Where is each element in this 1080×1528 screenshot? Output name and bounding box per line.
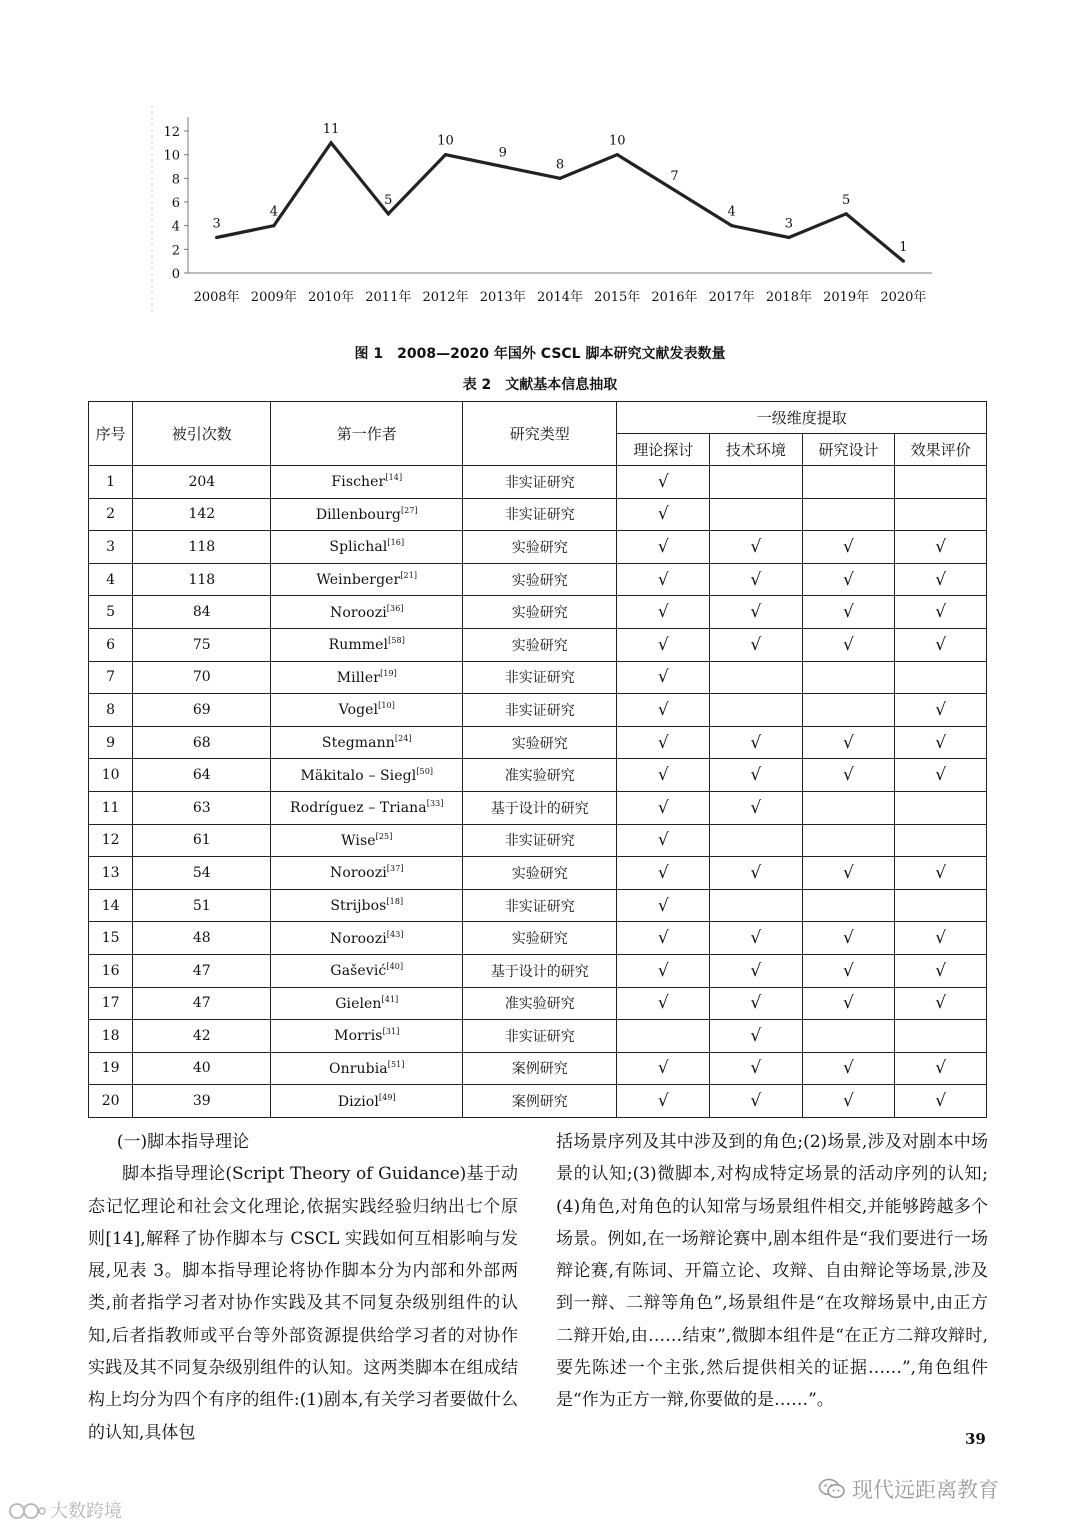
table-row <box>89 922 987 955</box>
cell-index: 14 <box>89 889 133 922</box>
check-mark-cell: √ <box>802 987 895 1020</box>
data-point <box>329 141 332 144</box>
cell-index: 8 <box>89 694 133 727</box>
check-mark-cell: √ <box>802 857 895 890</box>
reference-number: [41] <box>381 994 399 1004</box>
cell-first-author <box>271 791 463 824</box>
cell-first-author <box>271 531 463 564</box>
reference-number: [49] <box>378 1092 396 1102</box>
cell-citations: 142 <box>133 498 271 531</box>
cell-citations: 204 <box>133 466 271 499</box>
check-mark-cell <box>895 889 987 922</box>
check-mark-cell <box>895 661 987 694</box>
cell-research-type: 准实验研究 <box>463 759 617 792</box>
cell-index: 13 <box>89 857 133 890</box>
reference-number: [27] <box>400 505 418 515</box>
reference-number: [40] <box>386 962 404 972</box>
check-mark-cell <box>802 889 895 922</box>
author-name: Weinberger <box>316 572 401 589</box>
table-row <box>89 661 987 694</box>
y-tick-label: 4 <box>171 219 180 235</box>
cell-citations: 64 <box>133 759 271 792</box>
check-mark-cell <box>895 498 987 531</box>
x-tick-label: 2015年 <box>594 290 641 305</box>
table-row <box>89 596 987 629</box>
check-mark-cell: √ <box>895 531 987 564</box>
cell-index: 18 <box>89 1020 133 1053</box>
table-row <box>89 1085 987 1118</box>
check-mark-cell <box>710 824 803 857</box>
cell-research-type: 非实证研究 <box>463 498 617 531</box>
check-mark-cell: √ <box>617 661 710 694</box>
cell-first-author <box>271 954 463 987</box>
data-point <box>673 189 676 192</box>
cell-index: 15 <box>89 922 133 955</box>
section-heading: (一)脚本指导理论 <box>116 1132 250 1152</box>
data-point <box>730 224 733 227</box>
check-mark-cell: √ <box>710 791 803 824</box>
check-mark-cell: √ <box>710 1052 803 1085</box>
author-name: Noroozi <box>329 930 387 947</box>
header-citations: 被引次数 <box>133 402 271 466</box>
left-text-column <box>88 1126 518 1449</box>
reference-number: [51] <box>387 1059 405 1069</box>
author-name: Dillenbourg <box>315 506 401 523</box>
table-row <box>89 726 987 759</box>
data-point <box>215 236 218 239</box>
cell-first-author <box>271 1020 463 1053</box>
cell-citations: 47 <box>133 987 271 1020</box>
cell-research-type: 实验研究 <box>463 922 617 955</box>
check-mark-cell: √ <box>617 1085 710 1118</box>
header-research-type: 研究类型 <box>463 402 617 466</box>
x-tick-label: 2018年 <box>765 290 812 305</box>
cell-index: 10 <box>89 759 133 792</box>
table-row <box>89 1052 987 1085</box>
x-tick-label: 2013年 <box>479 290 526 305</box>
check-mark-cell <box>802 498 895 531</box>
table-row <box>89 824 987 857</box>
reference-number: [10] <box>378 701 395 711</box>
reference-number: [31] <box>382 1027 400 1037</box>
cell-index: 17 <box>89 987 133 1020</box>
table-row <box>89 857 987 890</box>
chart-svg <box>140 95 940 320</box>
cell-citations: 61 <box>133 824 271 857</box>
data-label: 4 <box>269 204 278 220</box>
header-dim-tech: 技术环境 <box>710 434 803 466</box>
cell-research-type: 准实验研究 <box>463 987 617 1020</box>
data-label: 4 <box>727 204 736 220</box>
cell-first-author <box>271 498 463 531</box>
right-text-column <box>556 1126 988 1417</box>
check-mark-cell <box>802 824 895 857</box>
check-mark-cell: √ <box>710 596 803 629</box>
cell-first-author <box>271 466 463 499</box>
cell-research-type: 实验研究 <box>463 726 617 759</box>
reference-number: [19] <box>380 668 397 678</box>
check-mark-cell <box>617 1020 710 1053</box>
cell-first-author <box>271 726 463 759</box>
header-first-author: 第一作者 <box>271 402 463 466</box>
cell-index: 7 <box>89 661 133 694</box>
check-mark-cell: √ <box>617 954 710 987</box>
wechat-watermark <box>818 1474 999 1504</box>
table-row <box>89 466 987 499</box>
check-mark-cell: √ <box>710 857 803 890</box>
cell-research-type: 非实证研究 <box>463 1020 617 1053</box>
cell-citations: 75 <box>133 628 271 661</box>
reference-number: [43] <box>386 929 404 939</box>
brand-logo-icon <box>8 1502 50 1520</box>
check-mark-cell <box>802 661 895 694</box>
data-label: 1 <box>899 240 908 256</box>
literature-info-table <box>88 401 987 1118</box>
data-label: 3 <box>212 216 221 232</box>
cell-index: 9 <box>89 726 133 759</box>
data-point <box>787 236 790 239</box>
check-mark-cell: √ <box>617 726 710 759</box>
x-tick-label: 2009年 <box>250 290 297 305</box>
check-mark-cell <box>710 498 803 531</box>
cell-citations: 51 <box>133 889 271 922</box>
check-mark-cell: √ <box>895 1085 987 1118</box>
watermark-left-text: 大数跨境 <box>50 1501 122 1522</box>
author-name: Mäkitalo – Siegl <box>300 767 417 784</box>
cell-citations: 118 <box>133 563 271 596</box>
check-mark-cell: √ <box>617 824 710 857</box>
check-mark-cell: √ <box>617 857 710 890</box>
data-label: 10 <box>608 133 626 149</box>
reference-number: [58] <box>388 636 405 646</box>
check-mark-cell: √ <box>895 563 987 596</box>
check-mark-cell <box>802 466 895 499</box>
cell-research-type: 实验研究 <box>463 628 617 661</box>
y-tick-label: 0 <box>171 267 180 282</box>
cell-first-author <box>271 694 463 727</box>
cell-citations: 118 <box>133 531 271 564</box>
x-tick-label: 2017年 <box>708 290 755 305</box>
check-mark-cell: √ <box>617 498 710 531</box>
reference-number: [18] <box>386 897 404 907</box>
check-mark-cell: √ <box>802 531 895 564</box>
data-point <box>272 224 275 227</box>
header-dim-theory: 理论探讨 <box>617 434 710 466</box>
check-mark-cell <box>895 466 987 499</box>
table-row <box>89 1020 987 1053</box>
cell-first-author <box>271 661 463 694</box>
cell-research-type: 基于设计的研究 <box>463 954 617 987</box>
check-mark-cell: √ <box>710 759 803 792</box>
check-mark-cell: √ <box>802 596 895 629</box>
check-mark-cell <box>895 824 987 857</box>
check-mark-cell: √ <box>710 1020 803 1053</box>
check-mark-cell: √ <box>617 694 710 727</box>
cell-index: 19 <box>89 1052 133 1085</box>
author-name: Noroozi <box>329 604 387 621</box>
data-label: 9 <box>498 145 507 161</box>
check-mark-cell: √ <box>617 759 710 792</box>
cell-citations: 42 <box>133 1020 271 1053</box>
check-mark-cell: √ <box>710 922 803 955</box>
header-dimension-group: 一级维度提取 <box>617 402 987 434</box>
y-tick-label: 12 <box>163 125 180 140</box>
check-mark-cell: √ <box>895 857 987 890</box>
cell-citations: 40 <box>133 1052 271 1085</box>
figure-caption: 图 1 2008—2020 年国外 CSCL 脚本研究文献发表数量 <box>354 346 726 362</box>
header-index: 序号 <box>89 402 133 466</box>
data-label: 8 <box>555 157 565 173</box>
table-row <box>89 987 987 1020</box>
author-name: Diziol <box>337 1093 379 1110</box>
reference-number: [50] <box>416 766 434 776</box>
cell-research-type: 基于设计的研究 <box>463 791 617 824</box>
check-mark-cell: √ <box>895 596 987 629</box>
x-tick-label: 2012年 <box>422 290 469 305</box>
cell-first-author <box>271 759 463 792</box>
author-name: Vogel <box>338 702 379 719</box>
cell-first-author <box>271 596 463 629</box>
check-mark-cell: √ <box>617 596 710 629</box>
header-dim-design: 研究设计 <box>802 434 895 466</box>
cell-research-type: 实验研究 <box>463 531 617 564</box>
data-label: 10 <box>437 133 454 149</box>
wechat-icon <box>818 1478 846 1500</box>
check-mark-cell: √ <box>802 563 895 596</box>
cell-citations: 47 <box>133 954 271 987</box>
check-mark-cell: √ <box>895 628 987 661</box>
cell-first-author <box>271 563 463 596</box>
data-point <box>845 212 848 215</box>
check-mark-cell: √ <box>710 1085 803 1118</box>
author-name: Strijbos <box>330 898 387 915</box>
reference-number: [37] <box>386 864 404 874</box>
author-name: Stegmann <box>321 735 395 752</box>
brand-watermark <box>8 1497 122 1523</box>
data-label: 5 <box>384 192 393 208</box>
x-tick-label: 2010年 <box>308 290 355 305</box>
check-mark-cell: √ <box>617 628 710 661</box>
cell-research-type: 实验研究 <box>463 857 617 890</box>
x-tick-label: 2014年 <box>536 290 584 305</box>
x-tick-label: 2016年 <box>651 290 698 305</box>
figure-1-line-chart <box>140 95 940 320</box>
check-mark-cell: √ <box>617 466 710 499</box>
check-mark-cell <box>710 694 803 727</box>
cell-research-type: 实验研究 <box>463 563 617 596</box>
check-mark-cell <box>895 1020 987 1053</box>
table-caption: 表 2 文献基本信息抽取 <box>462 377 618 393</box>
watermark-right-text: 现代远距离教育 <box>852 1478 999 1502</box>
cell-first-author <box>271 628 463 661</box>
author-name: Noroozi <box>329 865 387 882</box>
author-name: Morris <box>334 1028 383 1045</box>
reference-number: [36] <box>386 603 404 613</box>
check-mark-cell: √ <box>617 563 710 596</box>
check-mark-cell <box>895 791 987 824</box>
reference-number: [14] <box>385 473 403 483</box>
cell-citations: 48 <box>133 922 271 955</box>
cell-citations: 84 <box>133 596 271 629</box>
cell-index: 16 <box>89 954 133 987</box>
cell-index: 4 <box>89 563 133 596</box>
cell-first-author <box>271 889 463 922</box>
author-name: Gašević <box>330 963 387 980</box>
data-label: 3 <box>784 216 794 232</box>
check-mark-cell <box>710 889 803 922</box>
cell-index: 3 <box>89 531 133 564</box>
cell-citations: 70 <box>133 661 271 694</box>
x-tick-label: 2011年 <box>365 290 412 305</box>
check-mark-cell <box>802 694 895 727</box>
left-paragraph: 脚本指导理论(Script Theory of Guidance)基于动态记忆理论和社会文化理论,依据实践经验归纳出七个原则[14],解释了协作脚本与 CSCL 实践如何互相影响与发展,见表 3。脚本指导理论将协作脚本分为内部和外部两类,前者指学习者对协作实践及其不同复杂级别组件的认知,后者指教师或平台等外部资源提供给学习者的对协作实践及其不同复杂级别组件的认知。这两类脚本在组成结构上均分为四个有序的组件:(1)剧本,有关学习者要做什么的认知,具体包 <box>88 1164 518 1443</box>
data-point <box>902 260 905 263</box>
cell-research-type: 非实证研究 <box>463 694 617 727</box>
author-name: Splichal <box>329 539 388 556</box>
data-point <box>501 165 504 168</box>
cell-index: 1 <box>89 466 133 499</box>
reference-number: [16] <box>387 538 405 548</box>
check-mark-cell: √ <box>802 726 895 759</box>
check-mark-cell: √ <box>710 726 803 759</box>
check-mark-cell: √ <box>802 954 895 987</box>
data-label: 11 <box>322 121 340 137</box>
cell-index: 11 <box>89 791 133 824</box>
data-point <box>387 212 390 215</box>
reference-number: [33] <box>426 799 444 809</box>
check-mark-cell: √ <box>617 531 710 564</box>
author-name: Rodríguez – Triana <box>290 800 427 817</box>
table-row <box>89 498 987 531</box>
check-mark-cell: √ <box>895 1052 987 1085</box>
check-mark-cell: √ <box>617 889 710 922</box>
cell-index: 6 <box>89 628 133 661</box>
cell-research-type: 实验研究 <box>463 596 617 629</box>
check-mark-cell: √ <box>710 987 803 1020</box>
y-tick-label: 6 <box>171 196 180 211</box>
cell-index: 20 <box>89 1085 133 1118</box>
check-mark-cell: √ <box>802 759 895 792</box>
author-name: Fischer <box>331 474 386 491</box>
cell-first-author <box>271 824 463 857</box>
data-point <box>444 153 447 156</box>
check-mark-cell: √ <box>617 922 710 955</box>
cell-research-type: 非实证研究 <box>463 661 617 694</box>
cell-first-author <box>271 922 463 955</box>
cell-research-type: 案例研究 <box>463 1085 617 1118</box>
cell-first-author <box>271 1052 463 1085</box>
cell-first-author <box>271 987 463 1020</box>
check-mark-cell <box>802 1020 895 1053</box>
author-name: Rummel <box>328 637 389 654</box>
cell-research-type: 非实证研究 <box>463 466 617 499</box>
author-name: Miller <box>336 669 381 686</box>
right-paragraph: 括场景序列及其中涉及到的角色;(2)场景,涉及对剧本中场景的认知;(3)微脚本,对构成特定场景的活动序列的认知;(4)角色,对角色的认知常与场景组件相交,并能够跨越多个场景。例如,在一场辩论赛中,剧本组件是“我们要进行一场辩论赛,有陈词、开篇立论、攻辩、自由辩论等场景,涉及到一辩、二辩等角色”,场景组件是“在攻辩场景中,由正方二辩开始,由……结束”,微脚本组件是“在正方二辩攻辩时,要先陈述一个主张,然后提供相关的证据……”,角色组件是“作为正方一辩,你要做的是……”。 <box>556 1132 988 1411</box>
cell-citations: 68 <box>133 726 271 759</box>
header-dim-evaluation: 效果评价 <box>895 434 987 466</box>
table-row <box>89 531 987 564</box>
data-label: 7 <box>670 169 679 185</box>
table-row <box>89 954 987 987</box>
data-label: 5 <box>842 192 851 208</box>
table-body <box>89 466 987 1118</box>
y-tick-label: 8 <box>171 172 180 188</box>
check-mark-cell: √ <box>710 954 803 987</box>
page-number: 39 <box>965 1430 986 1448</box>
author-name: Gielen <box>335 995 382 1012</box>
y-tick-label: 2 <box>171 243 180 259</box>
reference-number: [24] <box>394 734 412 744</box>
table-row <box>89 759 987 792</box>
cell-citations: 63 <box>133 791 271 824</box>
check-mark-cell: √ <box>895 922 987 955</box>
table-row <box>89 628 987 661</box>
check-mark-cell: √ <box>802 922 895 955</box>
check-mark-cell: √ <box>895 759 987 792</box>
data-point <box>616 153 619 156</box>
check-mark-cell: √ <box>710 563 803 596</box>
table-row <box>89 694 987 727</box>
cell-index: 2 <box>89 498 133 531</box>
check-mark-cell: √ <box>710 628 803 661</box>
check-mark-cell: √ <box>802 1085 895 1118</box>
cell-citations: 69 <box>133 694 271 727</box>
check-mark-cell <box>710 661 803 694</box>
data-point <box>558 177 561 180</box>
cell-first-author <box>271 857 463 890</box>
check-mark-cell: √ <box>617 791 710 824</box>
cell-research-type: 案例研究 <box>463 1052 617 1085</box>
table-row <box>89 889 987 922</box>
y-tick-label: 10 <box>163 148 180 164</box>
reference-number: [21] <box>400 571 418 581</box>
cell-research-type: 非实证研究 <box>463 824 617 857</box>
table-row <box>89 791 987 824</box>
cell-index: 5 <box>89 596 133 629</box>
check-mark-cell: √ <box>802 1052 895 1085</box>
reference-number: [25] <box>375 831 393 841</box>
check-mark-cell <box>802 791 895 824</box>
cell-research-type: 非实证研究 <box>463 889 617 922</box>
check-mark-cell: √ <box>617 987 710 1020</box>
cell-citations: 54 <box>133 857 271 890</box>
check-mark-cell: √ <box>895 726 987 759</box>
check-mark-cell: √ <box>895 954 987 987</box>
x-tick-label: 2008年 <box>193 290 240 305</box>
x-tick-label: 2019年 <box>823 290 870 305</box>
author-name: Wise <box>341 832 376 849</box>
cell-first-author <box>271 1085 463 1118</box>
cell-index: 12 <box>89 824 133 857</box>
table-row <box>89 563 987 596</box>
author-name: Onrubia <box>329 1060 388 1077</box>
check-mark-cell: √ <box>895 694 987 727</box>
x-tick-label: 2020年 <box>880 290 927 305</box>
check-mark-cell: √ <box>802 628 895 661</box>
check-mark-cell: √ <box>710 531 803 564</box>
check-mark-cell: √ <box>895 987 987 1020</box>
cell-citations: 39 <box>133 1085 271 1118</box>
check-mark-cell: √ <box>617 1052 710 1085</box>
check-mark-cell <box>710 466 803 499</box>
